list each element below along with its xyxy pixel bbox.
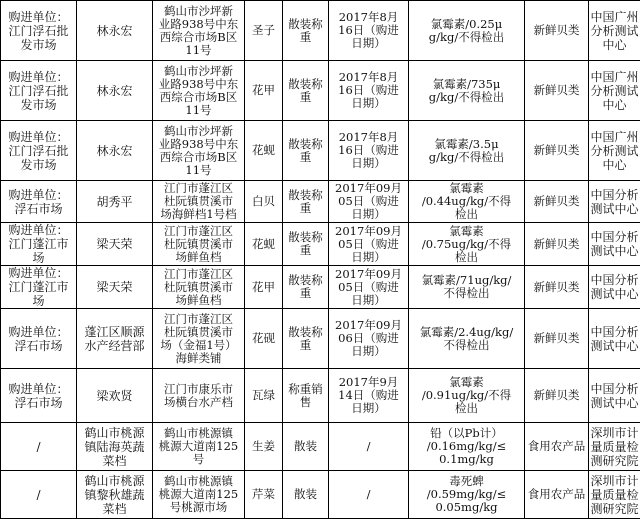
- testing-agency-cell: 深圳市计 量质量检 测研究院: [589, 423, 640, 471]
- test-result-cell: 氯霉素 /0.44ug/kg/不得 检出: [409, 181, 525, 223]
- specification-cell: 散装称 重: [283, 223, 329, 266]
- purchase-date-cell: 2017年9月 14日（购进 日期）: [329, 369, 409, 423]
- food-category-cell: 新鲜贝类: [525, 223, 589, 266]
- specification-cell: 散装称 重: [283, 181, 329, 223]
- product-name-cell: 生姜: [245, 423, 283, 471]
- table-row: [1, 423, 640, 471]
- product-name-cell: 花蚬: [245, 121, 283, 181]
- purchasing-unit-cell: /: [1, 471, 77, 519]
- vendor-name-cell: 林永宏: [77, 121, 153, 181]
- table-row: [1, 223, 640, 266]
- food-category-cell: 新鲜贝类: [525, 61, 589, 121]
- table-row: [1, 121, 640, 181]
- vendor-address-cell: 鹤山市沙坪新 业路938号中东 西综合市场B区 11号: [153, 61, 245, 121]
- testing-agency-cell: 中国分析 测试中心: [589, 309, 640, 369]
- product-name-cell: 瓦绿: [245, 369, 283, 423]
- product-name-cell: 花甲: [245, 61, 283, 121]
- vendor-name-cell: 鹤山市桃源 镇黎秋雄蔬 菜档: [77, 471, 153, 519]
- vendor-name-cell: 鹤山市桃源 镇陆海英蔬 菜档: [77, 423, 153, 471]
- product-name-cell: 花甲: [245, 266, 283, 309]
- food-category-cell: 新鲜贝类: [525, 309, 589, 369]
- food-category-cell: 食用农产品: [525, 471, 589, 519]
- product-name-cell: 白贝: [245, 181, 283, 223]
- test-result-cell: 氯霉素/0.25μ g/kg/不得检出: [409, 1, 525, 61]
- purchasing-unit-cell: 购进单位： 江门浮石批 发市场: [1, 61, 77, 121]
- vendor-address-cell: 鹤山市沙坪新 业路938号中东 西综合市场B区 11号: [153, 121, 245, 181]
- testing-agency-cell: 中国分析 测试中心: [589, 181, 640, 223]
- purchase-date-cell: 2017年09月 05日（购进 日期）: [329, 266, 409, 309]
- purchase-date-cell: 2017年8月 16日（购进 日期）: [329, 1, 409, 61]
- purchasing-unit-cell: 购进单位： 江门浮石批 发市场: [1, 121, 77, 181]
- purchasing-unit-cell: 购进单位： 浮石市场: [1, 369, 77, 423]
- vendor-address-cell: 鹤山市桃源镇 桃源大道南125 号桃源市场: [153, 471, 245, 519]
- vendor-address-cell: 江门市蓬江区 杜阮镇贯溪市 场鲜鱼档: [153, 266, 245, 309]
- specification-cell: 散装称 重: [283, 1, 329, 61]
- specification-cell: 散装称 重: [283, 61, 329, 121]
- test-result-cell: 氯霉素/735μ g/kg/不得检出: [409, 61, 525, 121]
- vendor-address-cell: 江门市蓬江区 杜阮镇贯溪市 场海鲜档1号档: [153, 181, 245, 223]
- table-row: [1, 181, 640, 223]
- test-result-cell: 氯霉素/71ug/kg/ 不得检出: [409, 266, 525, 309]
- test-result-cell: 氯霉素/3.5μ g/kg/不得检出: [409, 121, 525, 181]
- purchase-date-cell: 2017年8月 16日（购进 日期）: [329, 61, 409, 121]
- food-category-cell: 新鲜贝类: [525, 181, 589, 223]
- food-category-cell: 新鲜贝类: [525, 266, 589, 309]
- food-category-cell: 新鲜贝类: [525, 121, 589, 181]
- purchasing-unit-cell: 购进单位： 江门蓬江市 场: [1, 266, 77, 309]
- testing-agency-cell: 中国广州 分析测试 中心: [589, 1, 640, 61]
- vendor-address-cell: 江门市康乐市 场横台水产档: [153, 369, 245, 423]
- specification-cell: 散装: [283, 471, 329, 519]
- test-result-cell: 毒死蜱 /0.59mg/kg/≤ 0.05mg/kg: [409, 471, 525, 519]
- food-category-cell: 新鲜贝类: [525, 369, 589, 423]
- testing-agency-cell: 深圳市计 量质量检 测研究院: [589, 471, 640, 519]
- food-category-cell: 新鲜贝类: [525, 1, 589, 61]
- table-row: [1, 266, 640, 309]
- table-row: [1, 471, 640, 519]
- purchasing-unit-cell: 购进单位： 江门浮石批 发市场: [1, 1, 77, 61]
- vendor-name-cell: 蓬江区顺源 水产经营部: [77, 309, 153, 369]
- test-result-cell: 氯霉素 /0.91ug/kg/不得 检出: [409, 369, 525, 423]
- specification-cell: 称重销 售: [283, 369, 329, 423]
- vendor-address-cell: 江门市蓬江区 杜阮镇贯溪市 场（金福1号） 海鲜类铺: [153, 309, 245, 369]
- purchasing-unit-cell: 购进单位： 浮石市场: [1, 181, 77, 223]
- test-result-cell: 氯霉素 /0.75ug/kg/不得 检出: [409, 223, 525, 266]
- table-row: [1, 61, 640, 121]
- vendor-name-cell: 梁欢贤: [77, 369, 153, 423]
- purchase-date-cell: /: [329, 423, 409, 471]
- table-row: [1, 309, 640, 369]
- testing-agency-cell: 中国分析 测试中心: [589, 369, 640, 423]
- purchase-date-cell: 2017年09月 05日（购进 日期）: [329, 223, 409, 266]
- purchasing-unit-cell: 购进单位： 江门蓬江市 场: [1, 223, 77, 266]
- specification-cell: 散装称 重: [283, 309, 329, 369]
- vendor-name-cell: 林永宏: [77, 61, 153, 121]
- vendor-address-cell: 鹤山市沙坪新 业路938号中东 西综合市场B区 11号: [153, 1, 245, 61]
- product-name-cell: 花砚: [245, 309, 283, 369]
- specification-cell: 散装称 重: [283, 121, 329, 181]
- food-category-cell: 食用农产品: [525, 423, 589, 471]
- testing-agency-cell: 中国广州 分析测试 中心: [589, 121, 640, 181]
- product-name-cell: 芹菜: [245, 471, 283, 519]
- vendor-address-cell: 鹤山市桃源镇 桃源大道南125 号: [153, 423, 245, 471]
- vendor-address-cell: 江门市蓬江区 杜阮镇贯溪市 场鲜鱼档: [153, 223, 245, 266]
- purchase-date-cell: /: [329, 471, 409, 519]
- testing-agency-cell: 中国分析 测试中心: [589, 266, 640, 309]
- purchase-date-cell: 2017年8月 16日（购进 日期）: [329, 121, 409, 181]
- purchase-date-cell: 2017年09月 06日（购进 日期）: [329, 309, 409, 369]
- purchasing-unit-cell: 购进单位： 浮石市场: [1, 309, 77, 369]
- testing-agency-cell: 中国分析 测试中心: [589, 223, 640, 266]
- specification-cell: 散装称 重: [283, 266, 329, 309]
- table-row: [1, 369, 640, 423]
- purchasing-unit-cell: /: [1, 423, 77, 471]
- specification-cell: 散装: [283, 423, 329, 471]
- test-result-cell: 铅（以Pb计） /0.16mg/kg/≤ 0.1mg/kg: [409, 423, 525, 471]
- vendor-name-cell: 梁天荣: [77, 266, 153, 309]
- vendor-name-cell: 胡秀平: [77, 181, 153, 223]
- purchase-date-cell: 2017年09月 05日（购进 日期）: [329, 181, 409, 223]
- product-name-cell: 花蚬: [245, 223, 283, 266]
- testing-agency-cell: 中国广州 分析测试 中心: [589, 61, 640, 121]
- table-row: [1, 1, 640, 61]
- product-name-cell: 圣子: [245, 1, 283, 61]
- test-result-cell: 氯霉素/2.4ug/kg/ 不得检出: [409, 309, 525, 369]
- vendor-name-cell: 林永宏: [77, 1, 153, 61]
- vendor-name-cell: 梁天荣: [77, 223, 153, 266]
